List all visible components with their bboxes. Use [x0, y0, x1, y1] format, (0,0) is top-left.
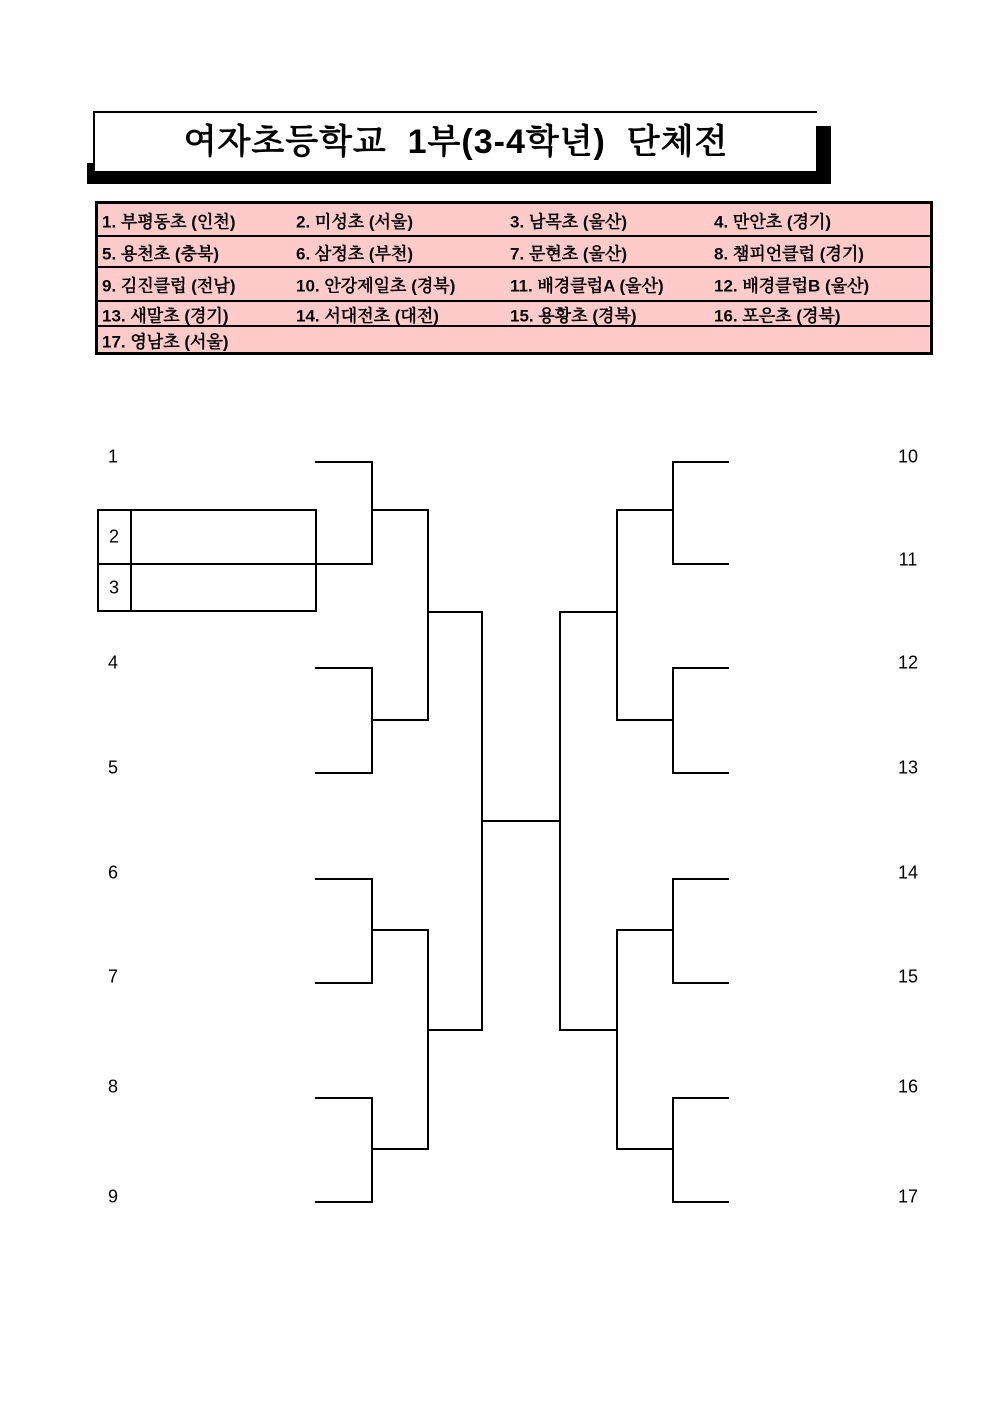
entrant-cell: 14. 서대전초 (대전) — [296, 306, 439, 325]
bracket-line — [371, 878, 373, 984]
entrant-cell: 5. 용천초 (충북) — [102, 244, 220, 263]
bracket-line — [371, 1097, 373, 1203]
entrant-cell: 9. 김진클럽 (전남) — [102, 276, 236, 296]
bracket-line — [617, 509, 674, 511]
bracket-line — [617, 1148, 674, 1150]
bracket-line — [481, 820, 561, 822]
entrant-cell: 17. 영남초 (서울) — [102, 332, 229, 351]
entrant-cell: 4. 만안초 (경기) — [714, 212, 832, 231]
seed-label: 1 — [107, 446, 119, 467]
bracket-line — [371, 1148, 428, 1150]
seed-label: 5 — [107, 757, 119, 778]
bracket-line — [97, 509, 99, 612]
seed-label: 16 — [897, 1076, 919, 1097]
bracket-line — [672, 878, 729, 880]
seed-label: 17 — [897, 1186, 919, 1207]
seed-label: 2 — [108, 526, 120, 547]
bracket-line — [315, 667, 372, 669]
entrant-cell: 1. 부평동초 (인천) — [102, 212, 236, 231]
bracket-line — [672, 1097, 729, 1099]
bracket-line — [560, 1029, 618, 1031]
bracket-line — [371, 719, 428, 721]
bracket-line — [672, 772, 729, 774]
bracket-line — [672, 667, 729, 669]
bracket-line — [672, 563, 729, 565]
bracket-line — [315, 461, 372, 463]
seed-label: 13 — [897, 757, 919, 778]
seed-label: 12 — [897, 652, 919, 673]
seed-label: 7 — [107, 966, 119, 987]
entrant-cell: 15. 용황초 (경북) — [510, 306, 637, 325]
bracket-line — [672, 982, 729, 984]
bracket-line — [427, 509, 429, 721]
bracket-line — [427, 1029, 483, 1031]
entrant-cell: 11. 배경클럽A (울산) — [510, 276, 664, 296]
entrant-cell: 7. 문현초 (울산) — [510, 244, 628, 263]
bracket-line — [560, 611, 618, 613]
bracket-line — [371, 461, 373, 565]
bracket-line — [315, 772, 372, 774]
bracket-line — [672, 461, 674, 565]
entrant-cell: 3. 남목초 (울산) — [510, 212, 628, 231]
bracket-line — [315, 878, 372, 880]
seed-label: 10 — [897, 446, 919, 467]
entrant-cell: 16. 포은초 (경북) — [714, 306, 841, 325]
bracket-line — [672, 461, 729, 463]
bracket-line — [427, 929, 429, 1150]
entrant-cell: 10. 안강제일초 (경북) — [296, 276, 456, 296]
seed-label: 9 — [107, 1186, 119, 1207]
page-title: 여자초등학교 1부(3-4학년) 단체전 — [183, 123, 729, 161]
bracket-line — [130, 509, 132, 612]
bracket-line — [559, 611, 561, 1031]
bracket-line — [616, 929, 618, 1150]
seed-label: 8 — [107, 1076, 119, 1097]
bracket-line — [371, 509, 428, 511]
seed-label: 3 — [108, 577, 120, 598]
bracket-line — [672, 1097, 674, 1203]
seed-label: 15 — [897, 966, 919, 987]
seed-label: 14 — [897, 862, 919, 883]
seed-label: 4 — [107, 652, 119, 673]
bracket-line — [427, 611, 483, 613]
entrant-cell: 6. 삼정초 (부천) — [296, 244, 414, 263]
bracket-line — [371, 929, 428, 931]
entrant-cell: 13. 새말초 (경기) — [102, 306, 229, 325]
bracket-line — [672, 878, 674, 984]
bracket-line — [617, 929, 674, 931]
bracket-line — [315, 509, 317, 612]
seed-label: 11 — [898, 549, 918, 570]
bracket-line — [97, 563, 373, 565]
bracket-line — [617, 719, 674, 721]
seed-label: 6 — [107, 862, 119, 883]
bracket-line — [315, 1201, 372, 1203]
entrant-cell: 8. 챔피언클럽 (경기) — [714, 244, 864, 263]
bracket-line — [315, 982, 372, 984]
entrant-cell: 2. 미성초 (서울) — [296, 212, 414, 231]
entrant-cell: 12. 배경클럽B (울산) — [714, 276, 870, 296]
bracket-line — [616, 509, 618, 721]
bracket-line — [315, 1097, 372, 1099]
bracket-line — [672, 1201, 729, 1203]
